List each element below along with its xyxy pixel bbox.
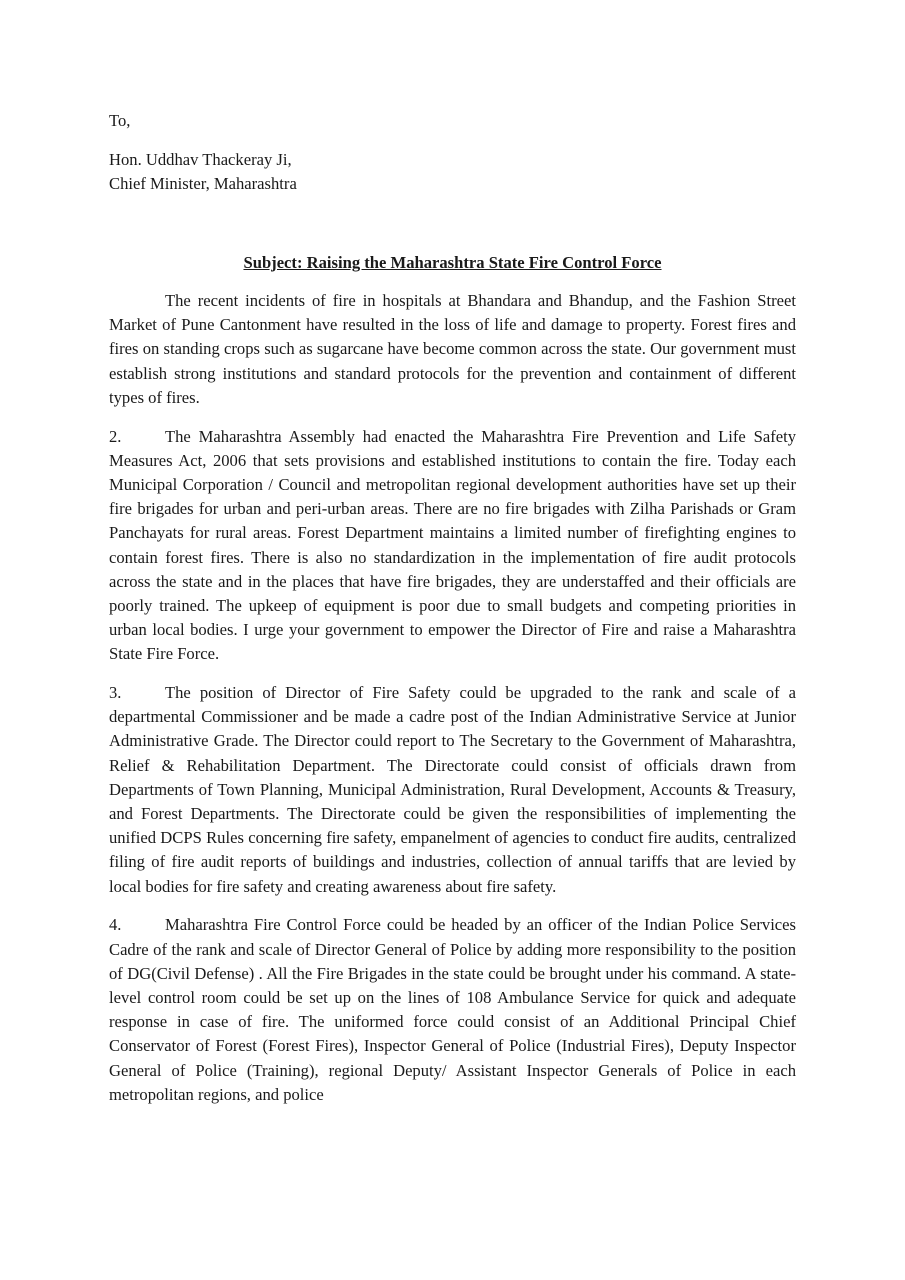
paragraph-3-text: The position of Director of Fire Safety could be upgraded to the rank and scale of a departmental Commissioner and be made a cadre post of the Indian Administrative Service at Junior Administrative Grade. The Director could report to The Secretary to the Government of Maharashtra, Relief & Rehabilitation Department. The Directorate could consist of officials drawn from Departments of Town Planning, Municipal Administration, Rural Development, Accounts & Treasury, and Forest Departments. The Directorate could be given the responsibilities of implementing the unified DCPS Rules concerning fire safety, empanelment of agencies to conduct fire audits, centralized filing of fire audit reports of buildings and industries, collection of annual tariffs that are levied by local bodies for fire safety and creating awareness about fire safety. bbox=[109, 683, 796, 896]
subject-line: Subject: Raising the Maharashtra State Fire Control Force bbox=[243, 253, 662, 272]
paragraph-2-number: 2. bbox=[109, 426, 122, 446]
salutation: To, bbox=[109, 111, 131, 130]
recipient-name: Hon. Uddhav Thackeray Ji, bbox=[109, 150, 292, 169]
paragraph-2-text: The Maharashtra Assembly had enacted the Maharashtra Fire Prevention and Life Safety Measures Act, 2006 that sets provisions and established institutions to contain the fire. Today each Municipal Corporation / Council and metropolitan regional development authorities have set up their fire brigades for urban and peri-urban areas. There are no fire brigades with Zilha Parishads or Gram Panchayats for rural areas. Forest Department maintains a limited number of firefighting engines to contain forest fires. There is also no standardization in the implementation of fire audit protocols across the state and in the places that have fire brigades, they are understaffed and their officials are poorly trained. The upkeep of equipment is poor due to small budgets and competing priorities in urban local bodies. I urge your government to empower the Director of Fire and raise a Maharashtra State Fire Force. bbox=[109, 426, 796, 664]
paragraph-4-text: Maharashtra Fire Control Force could be headed by an officer of the Indian Police Services Cadre of the rank and scale of Director General of Police by adding more responsibility to the position of DG(Civil Defense) . All the Fire Brigades in the state could be brought under his command. A state-level control room could be set up on the lines of 108 Ambulance Service for quick and adequate response in case of fire. The uniformed force could consist of an Additional Principal Chief Conservator of Forest (Forest Fires), Inspector General of Police (Industrial Fires), Deputy Inspector General of Police (Training), regional Deputy/ Assistant Inspector Generals of Police in each metropolitan regions, and police bbox=[109, 915, 796, 1104]
recipient-title: Chief Minister, Maharashtra bbox=[109, 174, 297, 194]
paragraph-1 bbox=[109, 289, 796, 410]
paragraph-3-number: 3. bbox=[109, 683, 122, 703]
paragraph-1-text: The recent incidents of fire in hospitals at Bhandara and Bhandup, and the Fashion Street Market of Pune Cantonment have resulted in the loss of life and damage to property. Forest fires and fires on standing crops such as sugarcane have become common across the state. Our government must establish strong institutions and standard protocols for the prevention and containment of different types of fires. bbox=[109, 291, 796, 407]
paragraph-3 bbox=[109, 681, 796, 899]
paragraph-2 bbox=[109, 425, 796, 667]
paragraph-4 bbox=[109, 913, 796, 1107]
paragraph-4-number: 4. bbox=[109, 915, 122, 935]
addressee-block bbox=[109, 148, 297, 196]
letter-body bbox=[109, 289, 796, 1122]
